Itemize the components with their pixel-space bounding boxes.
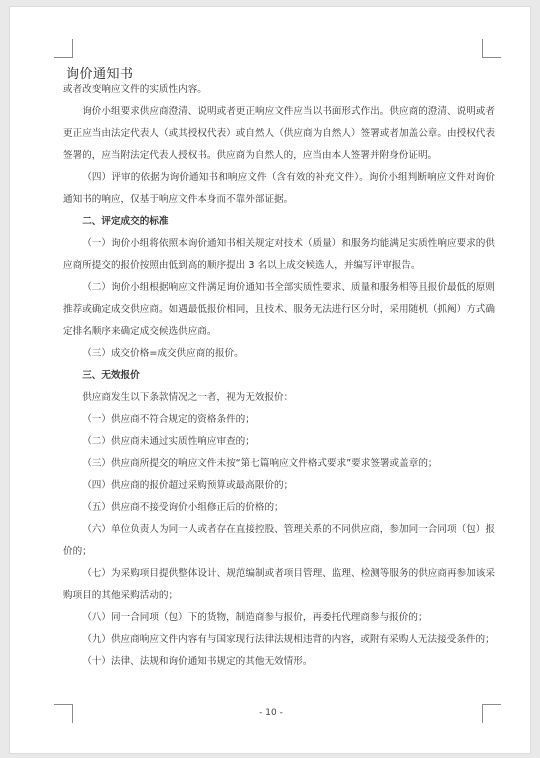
- list-item: （五）供应商不接受询价小组修正后的价格的；: [82, 502, 284, 513]
- list-item: （一）供应商不符合规定的资格条件的；: [82, 414, 255, 425]
- list-item: （八）同一合同项（包）下的货物，制造商参与报价，再委托代理商参与报价的；: [82, 612, 428, 623]
- crop-mark-top-right: [482, 39, 501, 58]
- list-item: （七）为采购项目提供整体设计、规范编制或者项目管理、监理、检测等服务的供应商再参加该采购项目的其他采购活动的；: [63, 568, 495, 601]
- document-body: [63, 79, 495, 673]
- section-heading: 三、无效报价: [82, 370, 140, 381]
- list-item: （三）供应商所提交的响应文件未按“第七篇响应文件格式要求”要求签署或盖章的；: [82, 458, 438, 469]
- list-item: （十）法律、法规和询价通知书规定的其他无效情形。: [82, 656, 313, 667]
- paragraph: （一）询价小组将依照本询价通知书相关规定对技术（质量）和服务均能满足实质性响应要求的供应商所提交的报价按照由低到高的顺序提出 3 名以上成交候选人，并编写评审报告。: [63, 238, 495, 271]
- paragraph: 询价小组要求供应商澄清、说明或者更正响应文件应当以书面形式作出。供应商的澄清、说明或者更正应当由法定代表人（或其授权代表）或自然人（供应商为自然人）签署或者加盖公章。由授权代表签署的，应当附法定代表人授权书。供应商为自然人的，应当由本人签署并附身份证明。: [63, 106, 495, 161]
- section-heading: 二、评定成交的标准: [82, 216, 169, 227]
- paragraph: （三）成交价格=成交供应商的报价。: [82, 348, 244, 359]
- list-item: （六）单位负责人为同一人或者存在直接控股、管理关系的不同供应商，参加同一合同项（包）报价的；: [63, 524, 495, 557]
- page-number: - 10 -: [259, 708, 283, 718]
- paragraph: （四）评审的依据为询价通知书和响应文件（含有效的补充文件）。询价小组判断响应文件对询价通知书的响应，仅基于响应文件本身而不靠外部证据。: [63, 172, 495, 205]
- crop-mark-top-left: [54, 39, 73, 58]
- paragraph: （二）询价小组根据响应文件满足询价通知书全部实质性要求、质量和服务相等且报价最低的原则推荐或确定成交供应商。如遇最低报价相同，且技术、服务无法进行区分时，采用随机（抓阄）方式确定排名顺序来确定成交候选供应商。: [63, 282, 495, 337]
- list-item: （九）供应商响应文件内容有与国家现行法律法规相违背的内容，或附有采购人无法接受条件的；: [82, 634, 495, 645]
- list-item: （二）供应商未通过实质性响应审查的；: [82, 436, 255, 447]
- page-header-title: 询价通知书: [66, 67, 134, 82]
- list-item: （四）供应商的报价超过采购预算或最高限价的；: [82, 480, 294, 491]
- paragraph: 供应商发生以下条款情况之一者，视为无效报价：: [82, 392, 294, 403]
- paragraph: 或者改变响应文件的实质性内容。: [63, 84, 207, 95]
- document-page: [9, 6, 531, 754]
